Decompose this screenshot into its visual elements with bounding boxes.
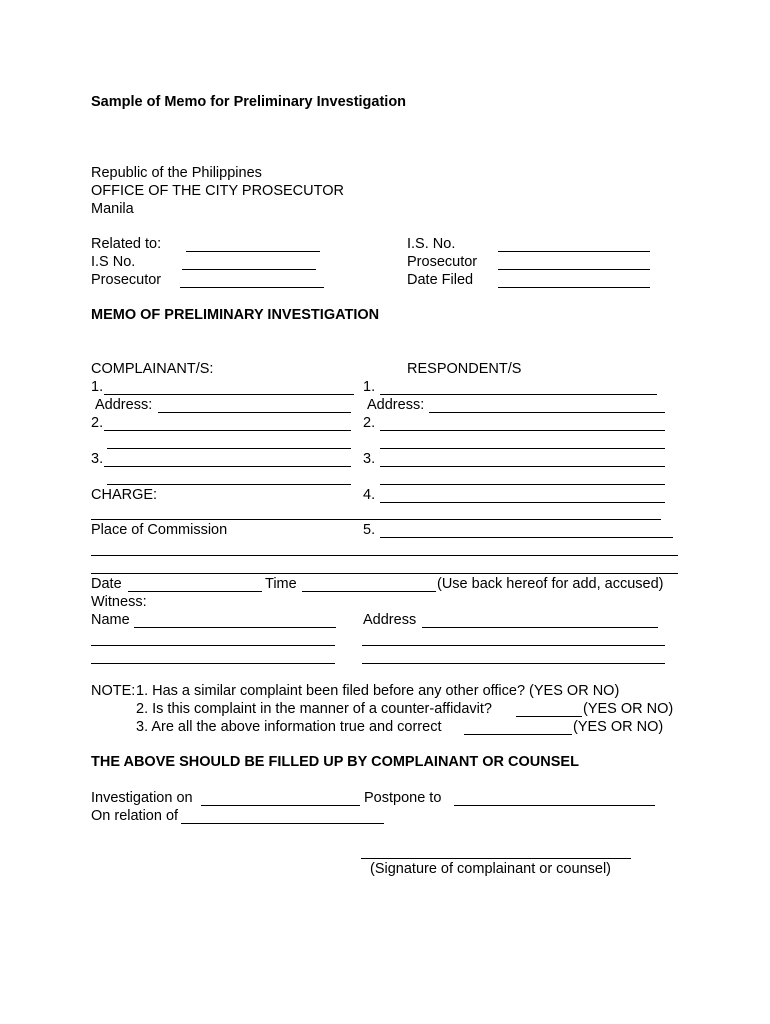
respondent-2-extra-blank[interactable] [380, 448, 665, 449]
complainant-2-extra-blank[interactable] [107, 448, 351, 449]
respondent-address-label: Address: [367, 397, 425, 413]
witness-address-blank-2[interactable] [362, 645, 665, 646]
respondent-2-number: 2. [363, 415, 376, 431]
complainant-2-number: 2. [91, 415, 104, 431]
respondent-3-blank[interactable] [380, 466, 665, 467]
respondent-3-number: 3. [363, 451, 376, 467]
date-label: Date [91, 576, 122, 592]
complainants-label: COMPLAINANT/S: [91, 361, 214, 377]
complainant-address-label: Address: [95, 397, 153, 413]
investigation-on-label: Investigation on [91, 790, 193, 806]
on-relation-of-blank[interactable] [181, 823, 384, 824]
header-city: Manila [91, 201, 134, 217]
respondent-4-number: 4. [363, 487, 376, 503]
time-blank[interactable] [302, 591, 436, 592]
signature-line[interactable] [361, 858, 631, 859]
right-is-no-blank[interactable] [498, 251, 650, 252]
back-hereof-note: (Use back hereof for add, accused) [437, 576, 664, 592]
left-prosecutor-blank[interactable] [180, 287, 324, 288]
charge-label: CHARGE: [91, 487, 158, 503]
respondent-4-blank[interactable] [380, 502, 665, 503]
right-prosecutor-label: Prosecutor [407, 254, 478, 270]
complainant-1-number: 1. [91, 379, 104, 395]
on-relation-of-label: On relation of [91, 808, 179, 824]
filled-by-instruction: THE ABOVE SHOULD BE FILLED UP BY COMPLAINANT OR COUNSEL [91, 754, 579, 770]
header-office: OFFICE OF THE CITY PROSECUTOR [91, 183, 344, 199]
related-to-blank[interactable] [186, 251, 320, 252]
note-question-3-blank[interactable] [464, 734, 572, 735]
left-prosecutor-label: Prosecutor [91, 272, 162, 288]
note-question-2-choice: (YES OR NO) [583, 701, 674, 717]
witness-address-blank[interactable] [422, 627, 658, 628]
complainant-2-blank[interactable] [104, 430, 351, 431]
right-prosecutor-blank[interactable] [498, 269, 650, 270]
memo-title: MEMO OF PRELIMINARY INVESTIGATION [91, 307, 380, 323]
related-to-label: Related to: [91, 236, 162, 252]
header-republic: Republic of the Philippines [91, 165, 262, 181]
place-of-commission-extra-blank[interactable] [91, 573, 678, 574]
page-heading: Sample of Memo for Preliminary Investigation [91, 94, 407, 110]
signature-caption: (Signature of complainant or counsel) [370, 861, 611, 877]
respondents-label: RESPONDENT/S [407, 361, 522, 377]
witness-name-blank-3[interactable] [91, 663, 335, 664]
respondent-1-number: 1. [363, 379, 376, 395]
respondent-address-blank[interactable] [429, 412, 665, 413]
investigation-on-blank[interactable] [201, 805, 360, 806]
respondent-3-extra-blank[interactable] [380, 484, 665, 485]
respondent-2-blank[interactable] [380, 430, 665, 431]
charge-blank[interactable] [91, 519, 661, 520]
complainant-3-number: 3. [91, 451, 104, 467]
complainant-address-blank[interactable] [158, 412, 351, 413]
witness-name-blank[interactable] [134, 627, 336, 628]
note-label: NOTE: [91, 683, 136, 699]
place-of-commission-blank[interactable] [91, 555, 678, 556]
note-question-3: 3. Are all the above information true and correct [136, 719, 442, 735]
witness-name-blank-2[interactable] [91, 645, 335, 646]
respondent-5-blank[interactable] [380, 537, 673, 538]
note-question-2: 2. Is this complaint in the manner of a counter-affidavit? [136, 701, 492, 717]
place-of-commission-label: Place of Commission [91, 522, 228, 538]
witness-label: Witness: [91, 594, 147, 610]
respondent-5-number: 5. [363, 522, 376, 538]
witness-name-label: Name [91, 612, 130, 628]
complainant-3-extra-blank[interactable] [107, 484, 351, 485]
witness-address-blank-3[interactable] [362, 663, 665, 664]
note-question-2-blank[interactable] [516, 716, 582, 717]
time-label: Time [265, 576, 297, 592]
date-blank[interactable] [128, 591, 262, 592]
date-filed-label: Date Filed [407, 272, 474, 288]
complainant-1-blank[interactable] [104, 394, 354, 395]
postpone-to-label: Postpone to [364, 790, 442, 806]
right-is-no-label: I.S. No. [407, 236, 456, 252]
note-question-1: 1. Has a similar complaint been filed before any other office? (YES OR NO) [136, 683, 620, 699]
left-is-no-label: I.S No. [91, 254, 136, 270]
postpone-to-blank[interactable] [454, 805, 655, 806]
note-question-3-choice: (YES OR NO) [573, 719, 664, 735]
date-filed-blank[interactable] [498, 287, 650, 288]
respondent-1-blank[interactable] [380, 394, 657, 395]
complainant-3-blank[interactable] [104, 466, 351, 467]
left-is-no-blank[interactable] [182, 269, 316, 270]
witness-address-label: Address [363, 612, 417, 628]
